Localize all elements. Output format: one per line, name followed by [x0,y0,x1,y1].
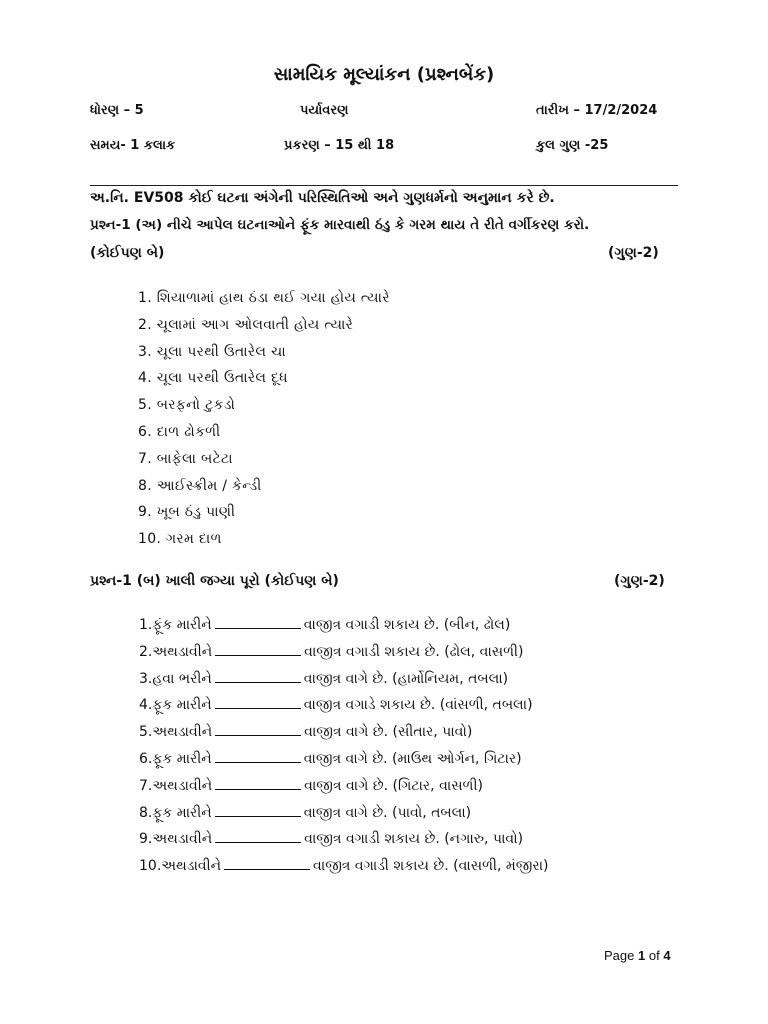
list-item: 9. ખૂબ ઠંડુ પાણી [138,504,236,521]
answer-blank[interactable] [215,616,301,629]
answer-blank[interactable] [215,750,301,763]
list-item [139,855,549,882]
date-label: તારીખ – 17/2/2024 [536,103,658,118]
answer-blank[interactable] [215,804,301,817]
of-word: of [648,948,660,963]
fill-suffix: વાજીત્ર વાગે છે. (પાવો, તબલા) [303,804,472,821]
meta-row-2 [90,138,680,158]
total-marks-label: કુલ ગુણ -25 [536,138,609,153]
page-number [604,948,671,963]
fill-prefix: 5.અથડાવીને [139,724,213,741]
fill-suffix: વાજીત્ર વાગે છે. (ગિટાર, વાસળી) [304,777,483,794]
fill-in-blanks-list [139,614,549,882]
fill-prefix: 2.અથડાવીને [139,643,213,660]
meta-row-1 [90,103,680,123]
list-item [139,641,549,668]
list-item [139,775,549,802]
fill-prefix: 8.ફૂક મારીને [139,804,212,821]
fill-prefix: 7.અથડાવીને [139,777,213,794]
fill-suffix: વાજીત્ર વગાડી શકાય છે. (બીન, ઢોલ) [303,617,511,633]
question-1a-marks: (ગુણ-2) [608,245,659,261]
list-item [139,748,549,775]
list-item: 3. ચૂલા પરથી ઉતારેલ ચા [138,343,286,360]
standard-label: ધોરણ – 5 [90,103,144,118]
fill-prefix: 4.ફૂક મારીને [139,697,212,714]
list-item: 1. શિયાળામાં હાથ ઠંડા થઈ ગયા હોય ત્યારે [138,290,390,306]
list-item [139,668,549,695]
list-item [139,802,549,829]
header-divider [90,185,678,186]
fill-suffix: વાજીત્ર વાગે છે. (માઉથ ઓર્ગન, ગિટાર) [303,750,522,767]
answer-blank[interactable] [215,670,301,683]
fill-suffix: વાજીત્ર વગાડી શકાય છે. (ઢોલ, વાસળી) [304,643,524,660]
time-label: સમય- 1 કલાક [90,138,176,153]
question-1b-marks: (ગુણ-2) [614,573,665,589]
answer-blank[interactable] [215,777,301,790]
list-item: 10. ગરમ દાળ [138,531,222,548]
page-title: સામયિક મૂલ્યાંકન (પ્રશ્નબેંક) [273,64,495,85]
answer-blank[interactable] [224,857,310,870]
fill-suffix: વાજીત્ર વાગે છે. (હાર્મોનિયમ, તબલા) [303,670,509,687]
list-item: 5. બરફનો ટુકડો [138,397,236,414]
answer-blank[interactable] [215,643,301,656]
list-item: 2. ચૂલામાં આગ ઓલવાતી હોય ત્યારે [138,316,354,333]
list-item [139,694,549,721]
list-item: 6. દાળ ઢોકળી [138,423,221,440]
fill-suffix: વાજીત્ર વગાડી શકાય છે. (વાસળી, મંજીરા) [313,858,549,875]
total-pages: 4 [663,948,671,963]
question-1a-instruction: (કોઈપણ બે) [90,245,165,261]
question-1b: પ્રશ્ન-1 (બ) ખાલી જગ્યા પૂરો (કોઈપણ બે) [90,573,339,589]
learning-objective: અ.નિ. EV508 કોઈ ઘટના અંગેની પરિસ્થિતિઓ અને ગુણધર્મનો અનુમાન કરે છે. [90,190,555,206]
fill-prefix: 9.અથડાવીને [139,831,213,848]
list-item [139,614,549,641]
fill-suffix: વાજીત્ર વાગે છે. (સીતાર, પાવો) [304,724,473,741]
page-word: Page [604,948,635,963]
list-item [139,721,549,748]
answer-blank[interactable] [215,830,301,843]
classification-list [138,287,390,555]
fill-prefix: 6.ફૂક મારીને [139,750,212,767]
fill-suffix: વાજીત્ર વગાડી શકાય છે. (નગારુ, પાવો) [304,831,524,848]
list-item: 7. બાફેલા બટેટા [138,450,233,467]
chapters-label: પ્રકરણ – 15 થી 18 [284,138,395,153]
list-item [139,828,549,855]
answer-blank[interactable] [215,696,301,709]
fill-prefix: 3.હવા ભરીને [139,670,212,687]
fill-prefix: 1.ફૂંક મારીને [139,617,212,633]
list-item: 4. ચૂલા પરથી ઉતારેલ દૂધ [138,370,288,387]
question-1a: પ્રશ્ન-1 (અ) નીચે આપેલ ઘટનાઓને ફૂંક મારવાથી ઠંડુ કે ગરમ થાય તે રીતે વર્ગીકરણ કરો. [90,217,590,233]
current-page: 1 [638,948,646,963]
fill-suffix: વાજીત્ર વગાડે શકાય છે. (વાંસળી, તબલા) [303,697,533,714]
answer-blank[interactable] [215,723,301,736]
fill-prefix: 10.અથડાવીને [139,858,222,875]
subject-label: પર્યાવરણ [300,103,349,118]
list-item: 8. આઈસ્ક્રીમ / કેન્ડી [138,477,262,494]
